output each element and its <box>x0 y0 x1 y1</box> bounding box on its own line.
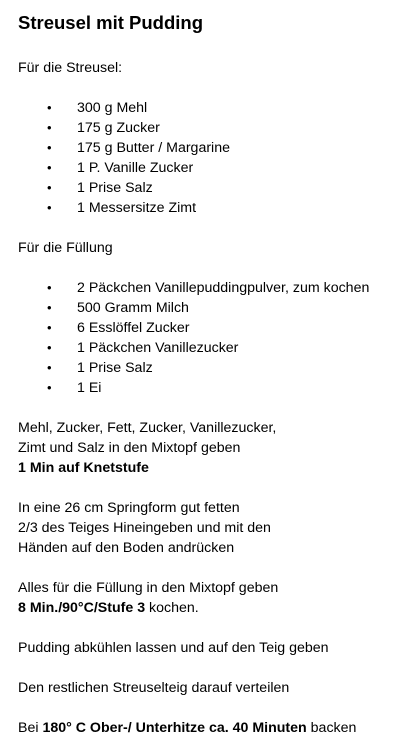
step-spread-streusel: Den restlichen Streuselteig darauf verteilen <box>18 680 290 696</box>
streusel-heading: Für die Streusel: <box>18 60 123 76</box>
filling-ingredient-list <box>18 278 403 398</box>
step-bake-setting: 180° C Ober-/ Unterhitze ca. 40 Minuten <box>42 720 307 736</box>
list-item: • 1 Ei <box>47 380 102 396</box>
bullet-icon: • <box>47 320 52 335</box>
list-item: • 500 Gramm Milch <box>47 300 189 316</box>
bullet-icon: • <box>47 100 52 115</box>
list-item: • 175 g Zucker <box>47 120 160 136</box>
streusel-ingredient-list <box>18 98 403 218</box>
step-cook-filling: Alles für die Füllung in den Mixtopf geben 8 Min./90°C/Stufe 3 kochen. <box>18 580 279 616</box>
step-mix-dough: Mehl, Zucker, Fett, Zucker, Vanillezucker, Zimt und Salz in den Mixtopf geben 1 Min auf Knetstufe <box>18 418 403 478</box>
list-item: • 300 g Mehl <box>47 100 148 116</box>
bullet-icon: • <box>47 120 52 135</box>
list-item: • 6 Esslöffel Zucker <box>47 320 190 336</box>
step-pour-pudding: Pudding abkühlen lassen und auf den Teig geben <box>18 640 329 656</box>
bullet-icon: • <box>47 360 52 375</box>
step-prepare-pan: In eine 26 cm Springform gut fetten 2/3 des Teiges Hineingeben und mit den Händen auf den Boden andrücken <box>18 500 271 556</box>
filling-heading: Für die Füllung <box>18 240 113 256</box>
bullet-icon: • <box>47 200 52 215</box>
list-item: • 2 Päckchen Vanillepuddingpulver, zum kochen <box>47 280 370 296</box>
bullet-icon: • <box>47 140 52 155</box>
bullet-icon: • <box>47 280 52 295</box>
bullet-icon: • <box>47 180 52 195</box>
bullet-icon: • <box>47 380 52 395</box>
list-item: • 1 Prise Salz <box>47 180 153 196</box>
step-mix-dough-setting: 1 Min auf Knetstufe <box>18 460 149 476</box>
recipe-title: Streusel mit Pudding <box>18 12 204 33</box>
bullet-icon: • <box>47 300 52 315</box>
list-item: • 1 P. Vanille Zucker <box>47 160 194 176</box>
recipe-document <box>18 10 403 738</box>
list-item: • 175 g Butter / Margarine <box>47 140 230 156</box>
bullet-icon: • <box>47 160 52 175</box>
step-cook-filling-setting: 8 Min./90°C/Stufe 3 <box>18 600 146 616</box>
list-item: • 1 Prise Salz <box>47 360 153 376</box>
step-bake: Bei 180° C Ober-/ Unterhitze ca. 40 Minuten backen <box>18 720 357 736</box>
list-item: • 1 Messersitze Zimt <box>47 200 197 216</box>
list-item: • 1 Päckchen Vanillezucker <box>47 340 239 356</box>
bullet-icon: • <box>47 340 52 355</box>
